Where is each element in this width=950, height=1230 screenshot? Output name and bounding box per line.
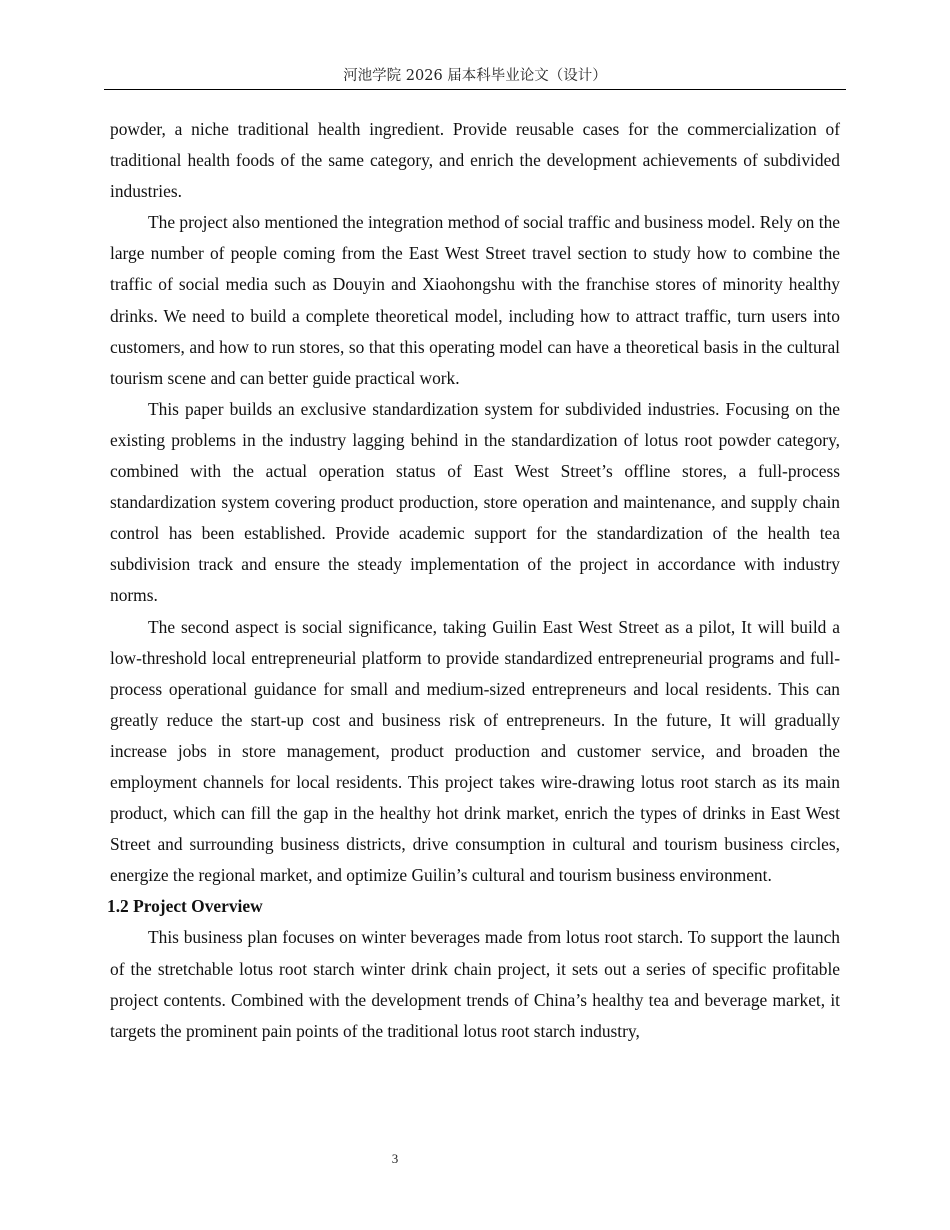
paragraph-standardization: This paper builds an exclusive standardization system for subdivided industries. Focusing on the existing problems in the industry lagging behind in the standardization of lotus root powder category, combined with the actual operation status of East West Street’s offline stores, a full-process standardization system covering product production, store operation and maintenance, and supply chain control has been established. Provide academic support for the standardization of the health tea subdivision track and ensure the steady implementation of the project in accordance with industry norms. bbox=[110, 398, 840, 606]
paragraph-social-significance: The second aspect is social significance, taking Guilin East West Street as a pilot, It will build a low-threshold local entrepreneurial platform to provide standardized entrepreneurial programs and full-process operational guidance for small and medium-sized entrepreneurs and local residents. This can greatly reduce the start-up cost and business risk of entrepreneurs. In the future, It will gradually increase jobs in store management, product production and customer service, and broaden the employment channels for local residents. This project takes wire-drawing lotus root starch as its main product, which can fill the gap in the healthy hot drink market, enrich the types of drinks in East West Street and surrounding business districts, drive consumption in cultural and tourism business circles, energize the regional market, and optimize Guilin’s cultural and tourism business environment. bbox=[110, 616, 840, 886]
paragraph-project-overview: This business plan focuses on winter beverages made from lotus root starch. To support the launch of the stretchable lotus root starch winter drink chain project, it sets out a series of specific profitable project contents. Combined with the development trends of China’s healthy tea and beverage market, it targets the prominent pain points of the traditional lotus root starch industry, bbox=[110, 927, 840, 1041]
paragraph-continued: powder, a niche traditional health ingredient. Provide reusable cases for the commercialization of traditional health foods of the same category, and enrich the development achievements of subdivided industries. bbox=[110, 119, 840, 202]
section-heading: 1.2 Project Overview bbox=[107, 896, 263, 917]
paragraph-social-traffic: The project also mentioned the integration method of social traffic and business model. Rely on the large number of people coming from the East West Street travel section to study how to combine the traffic of social media such as Douyin and Xiaohongshu with the franchise stores of minority healthy drinks. We need to build a complete theoretical model, including how to attract traffic, turn users into customers, and how to run stores, so that this operating model can have a theoretical basis in the cultural tourism scene and can better guide practical work. bbox=[110, 212, 840, 388]
page-number: 3 bbox=[391, 1151, 399, 1166]
header-rule bbox=[104, 89, 846, 90]
running-header: 河池学院 2026 届本科毕业论文（设计） bbox=[343, 68, 607, 84]
page-body bbox=[107, 114, 840, 1047]
